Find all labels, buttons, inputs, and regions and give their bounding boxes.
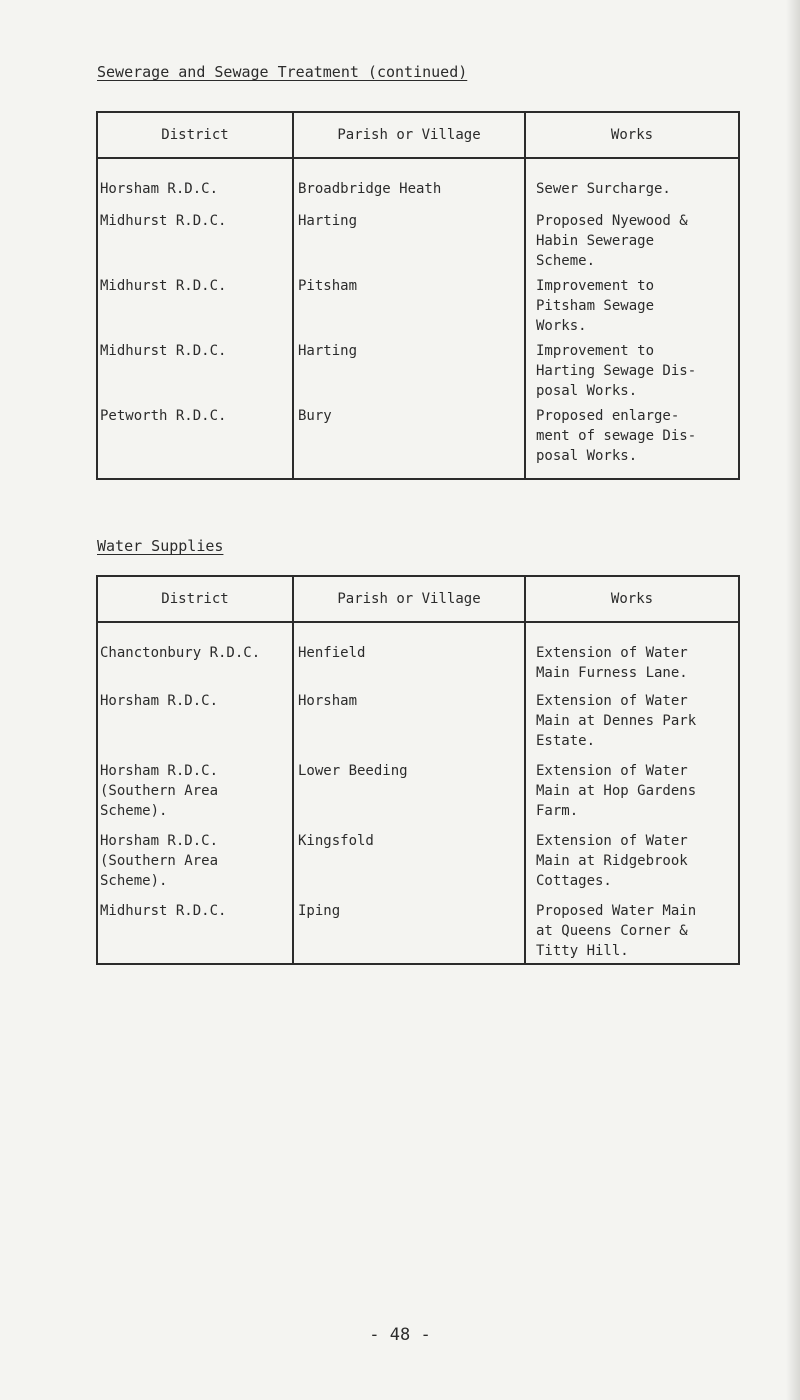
works-cell: Proposed Water Main at Queens Corner & Titty Hill. xyxy=(525,901,739,964)
table-row xyxy=(97,691,739,761)
works-cell: Extension of Water Main at Dennes Park Estate. xyxy=(525,691,739,761)
parish-cell: Henfield xyxy=(293,622,525,691)
water-supplies-table xyxy=(96,575,740,965)
district-cell: Horsham R.D.C. (Southern Area Scheme). xyxy=(97,831,293,901)
page-number: - 48 - xyxy=(369,1325,431,1345)
district-cell: Midhurst R.D.C. xyxy=(97,341,293,406)
table-row xyxy=(97,901,739,964)
parish-cell: Broadbridge Heath xyxy=(293,158,525,211)
district-cell: Horsham R.D.C. (Southern Area Scheme). xyxy=(97,761,293,831)
parish-cell: Harting xyxy=(293,341,525,406)
sewerage-works-table xyxy=(96,111,740,480)
parish-cell: Pitsham xyxy=(293,276,525,341)
district-cell: Petworth R.D.C. xyxy=(97,406,293,479)
parish-cell: Harting xyxy=(293,211,525,276)
works-cell: Improvement to Harting Sewage Dis- posal Works. xyxy=(525,341,739,406)
column-header-works: Works xyxy=(525,576,739,622)
works-cell: Proposed Nyewood & Habin Sewerage Scheme. xyxy=(525,211,739,276)
table-row xyxy=(97,341,739,406)
page-edge-shadow xyxy=(786,0,800,1400)
works-cell: Improvement to Pitsham Sewage Works. xyxy=(525,276,739,341)
works-cell: Extension of Water Main at Ridgebrook Cottages. xyxy=(525,831,739,901)
column-header-works: Works xyxy=(525,112,739,158)
parish-cell: Horsham xyxy=(293,691,525,761)
sewerage-section-heading: Sewerage and Sewage Treatment (continued) xyxy=(97,63,468,81)
district-cell: Horsham R.D.C. xyxy=(97,158,293,211)
column-header-district: District xyxy=(97,112,293,158)
table-row xyxy=(97,622,739,691)
works-cell: Extension of Water Main at Hop Gardens Farm. xyxy=(525,761,739,831)
table-header-row xyxy=(97,112,739,158)
water-supplies-heading: Water Supplies xyxy=(97,537,224,555)
table-row xyxy=(97,831,739,901)
column-header-district: District xyxy=(97,576,293,622)
works-cell: Proposed enlarge- ment of sewage Dis- posal Works. xyxy=(525,406,739,479)
parish-cell: Iping xyxy=(293,901,525,964)
works-cell: Extension of Water Main Furness Lane. xyxy=(525,622,739,691)
column-header-parish: Parish or Village xyxy=(293,112,525,158)
district-cell: Midhurst R.D.C. xyxy=(97,211,293,276)
district-cell: Midhurst R.D.C. xyxy=(97,276,293,341)
table-row xyxy=(97,406,739,479)
table-row xyxy=(97,761,739,831)
district-cell: Horsham R.D.C. xyxy=(97,691,293,761)
table-row xyxy=(97,158,739,211)
table-header-row xyxy=(97,576,739,622)
table-row xyxy=(97,276,739,341)
parish-cell: Lower Beeding xyxy=(293,761,525,831)
district-cell: Chanctonbury R.D.C. xyxy=(97,622,293,691)
parish-cell: Bury xyxy=(293,406,525,479)
works-cell: Sewer Surcharge. xyxy=(525,158,739,211)
table-row xyxy=(97,211,739,276)
parish-cell: Kingsfold xyxy=(293,831,525,901)
district-cell: Midhurst R.D.C. xyxy=(97,901,293,964)
column-header-parish: Parish or Village xyxy=(293,576,525,622)
